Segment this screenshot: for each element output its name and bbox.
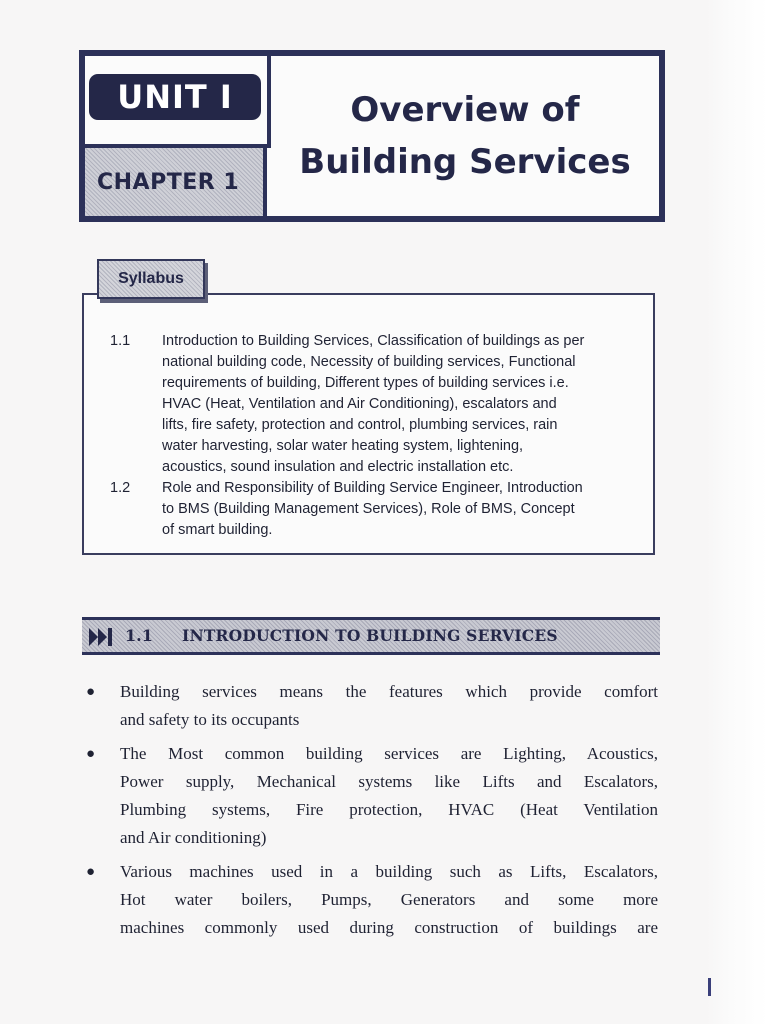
syllabus-line: HVAC (Heat, Ventilation and Air Conditioning), escalators and bbox=[162, 396, 557, 412]
syllabus-line: Role and Responsibility of Building Service Engineer, Introduction bbox=[162, 480, 583, 496]
chapter-title-line: Building Services bbox=[299, 142, 631, 182]
page-mark bbox=[708, 978, 711, 996]
bullet-text bbox=[120, 740, 658, 852]
fast-forward-icon bbox=[88, 625, 114, 649]
syllabus-line: of smart building. bbox=[162, 522, 273, 538]
bullet-line: Plumbing systems, Fire protection, HVAC (Heat Ventilation bbox=[120, 800, 658, 819]
syllabus-item-text bbox=[162, 478, 654, 541]
syllabus-line: acoustics, sound insulation and electric installation etc. bbox=[162, 459, 514, 475]
unit-cell bbox=[85, 56, 271, 148]
syllabus-item-number: 1.1 bbox=[110, 333, 131, 349]
section-number: 1.1 bbox=[125, 626, 153, 645]
section-heading bbox=[82, 617, 660, 655]
bullet-line: The Most common building services are Lighting, Acoustics, bbox=[120, 744, 658, 763]
bullet-line: Various machines used in a building such as Lifts, Escalators, bbox=[120, 862, 658, 881]
chapter-header bbox=[79, 50, 665, 222]
bullet-dot: ● bbox=[86, 684, 96, 700]
bullet-line: Power supply, Mechanical systems like Lifts and Escalators, bbox=[120, 772, 658, 791]
syllabus-line: lifts, fire safety, protection and control, plumbing services, rain bbox=[162, 417, 558, 433]
chapter-cell bbox=[85, 148, 267, 216]
syllabus-line: water harvesting, solar water heating system, lightening, bbox=[162, 438, 524, 454]
bullet-line: Hot water boilers, Pumps, Generators and some more bbox=[120, 890, 658, 909]
syllabus-line: to BMS (Building Management Services), Role of BMS, Concept bbox=[162, 501, 575, 517]
bullet-text bbox=[120, 678, 658, 734]
unit-badge: UNIT I bbox=[89, 74, 261, 120]
page-edge bbox=[706, 0, 768, 1024]
bullet-dot: ● bbox=[86, 746, 96, 762]
chapter-title-line: Overview of bbox=[350, 90, 580, 130]
chapter-label: CHAPTER 1 bbox=[97, 170, 240, 195]
bullet-line: Building services means the features which provide comfort bbox=[120, 682, 658, 701]
syllabus-tab: Syllabus bbox=[97, 259, 205, 299]
bullet-dot: ● bbox=[86, 864, 96, 880]
syllabus-line: Introduction to Building Services, Classification of buildings as per bbox=[162, 333, 585, 349]
syllabus-line: requirements of building, Different types of building services i.e. bbox=[162, 375, 569, 391]
syllabus-box bbox=[82, 293, 655, 555]
bullet-line: and Air conditioning) bbox=[120, 828, 267, 847]
bullet-line: machines commonly used during construction of buildings are bbox=[120, 918, 658, 937]
syllabus-item-number: 1.2 bbox=[110, 480, 131, 496]
syllabus-line: national building code, Necessity of building services, Functional bbox=[162, 354, 576, 370]
syllabus-item-text bbox=[162, 331, 654, 478]
bullet-line: and safety to its occupants bbox=[120, 710, 300, 729]
section-title: INTRODUCTION TO BUILDING SERVICES bbox=[182, 626, 558, 645]
chapter-title bbox=[271, 56, 659, 216]
bullet-text bbox=[120, 858, 658, 942]
